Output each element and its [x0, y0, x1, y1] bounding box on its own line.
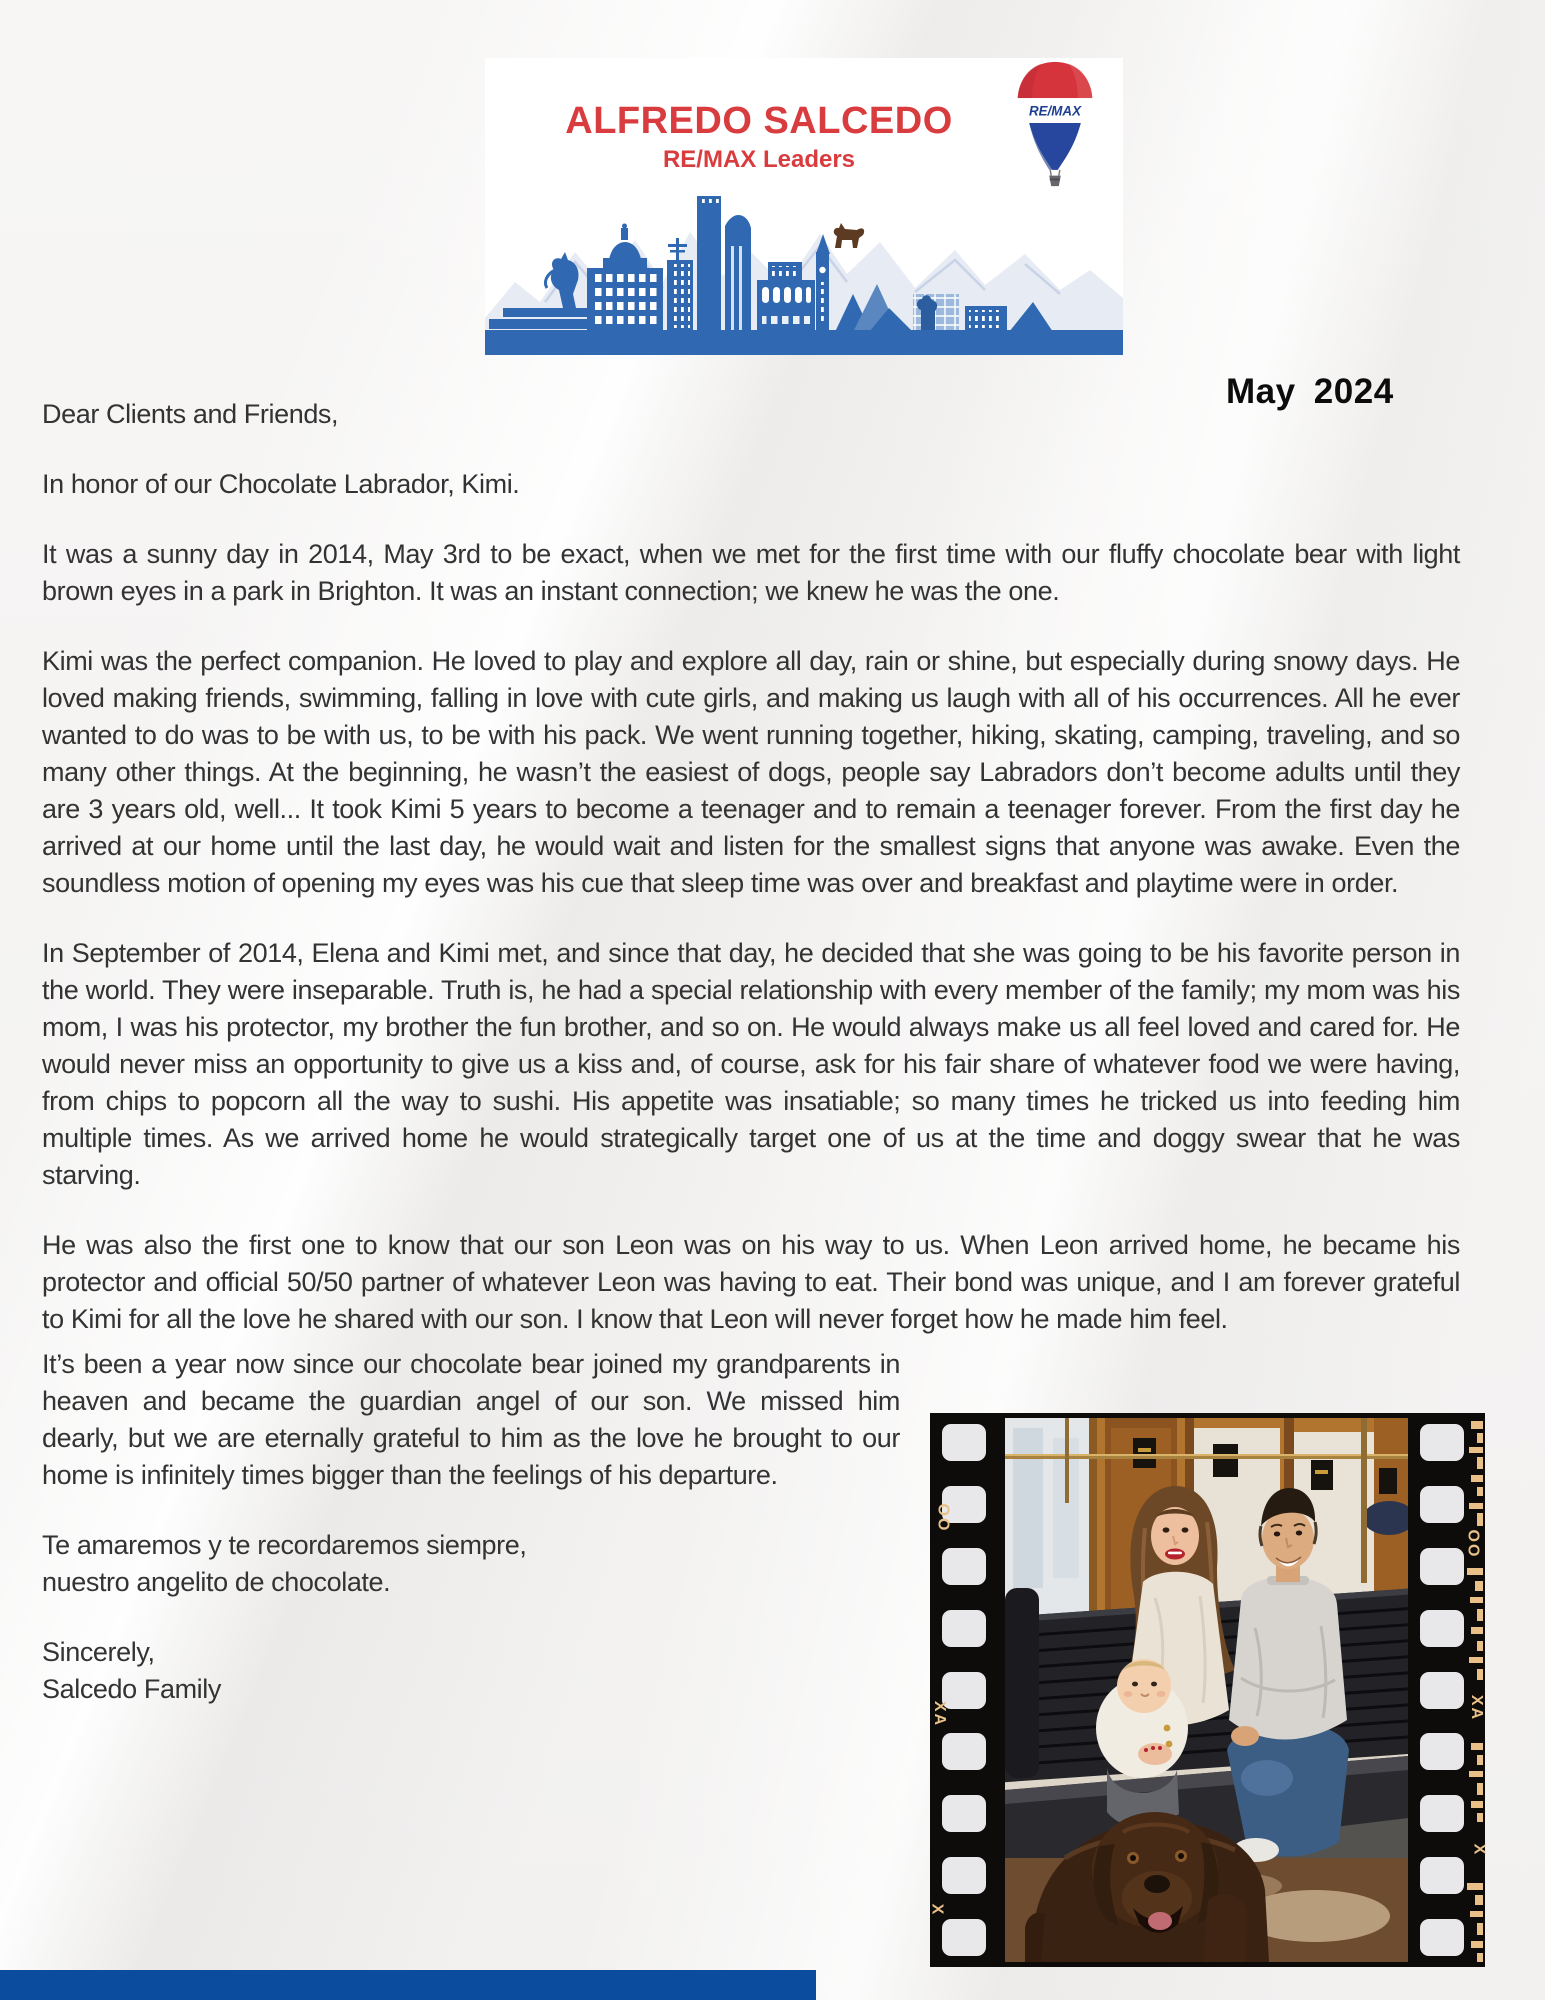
salutation: Dear Clients and Friends, [42, 399, 339, 429]
film-mark-right-x: X [1470, 1843, 1488, 1857]
closing: Sincerely, [42, 1637, 155, 1667]
paragraph-family: In September of 2014, Elena and Kimi met, and since that day, he decided that she was going to be his favorite person in the world. They were inseparable. Truth is, he had a special relationship with every member of the family; my mom was his mom, I was his protector, my brother the fun brother, and so on. He would always make us all feel loved and cared for. He would never miss an opportunity to give us a kiss and, of course, ask for his fair share of whatever food we were having, from chips to popcorn all the way to sushi. His appetite was insatiable; so many times he tricked us into feeding him multiple times. As we arrived home he would strategically target one of us at the time and doggy swear that he was starving. [42, 938, 1460, 1190]
film-edge-code-icon [1465, 1413, 1485, 1967]
family-photo-filmstrip [928, 1413, 1488, 1967]
sprocket-hole [942, 1672, 986, 1709]
remax-balloon-icon [1007, 58, 1103, 190]
sprocket-hole [942, 1795, 986, 1832]
balloon-text: RE/MAX [1028, 103, 1082, 119]
agent-name: ALFREDO SALCEDO [565, 100, 953, 142]
header-logo-box [485, 58, 1123, 355]
sprocket-hole [942, 1610, 986, 1647]
sprocket-hole [1420, 1548, 1464, 1585]
sprocket-hole [1420, 1795, 1464, 1832]
paragraph-goodbye: It’s been a year now since our chocolate bear joined my grandparents in heaven and became the guardian angel of our son. We missed him dearly, but we are eternally grateful to him as the love he brought to our home is infinitely times bigger than the feelings of his departure. [42, 1349, 900, 1490]
farewell-line-1: Te amaremos y te recordaremos siempre, [42, 1530, 527, 1560]
sprocket-hole [1420, 1424, 1464, 1461]
sprocket-hole [942, 1919, 986, 1956]
sprocket-hole [942, 1548, 986, 1585]
agent-title-block [485, 100, 1033, 174]
film-mark-left-oo: OO [934, 1503, 952, 1533]
sprocket-hole [1420, 1610, 1464, 1647]
film-mark-right-oo: OO [1464, 1529, 1482, 1559]
footer-accent-bar [0, 1970, 816, 2000]
sprocket-hole [942, 1733, 986, 1770]
agent-subtitle: RE/MAX Leaders [662, 146, 856, 173]
film-mark-left-xa: XA [931, 1700, 949, 1728]
film-sprocket-holes-right [1420, 1424, 1464, 1956]
dog-silhouette-icon [834, 223, 864, 248]
paragraph-companion: Kimi was the perfect companion. He loved to play and explore all day, rain or shine, but especially during snowy days. He loved making friends, swimming, falling in love with cute girls, and making us laugh with all of his occurrences. All he ever wanted to do was to be with us, to be with his pack. We went running together, hiking, skating, camping, traveling, and so many other things. At the beginning, he wasn’t the easiest of dogs, people say Labradors don’t become adults until they are 3 years old, well... It took Kimi 5 years to become a teenager and to remain a teenager forever. From the first day he arrived at our home until the last day, he would wait and listen for the smallest signs that anyone was awake. Even the soundless motion of opening my eyes was his cue that sleep time was over and breakfast and playtime were in order. [42, 646, 1460, 898]
sprocket-hole [1420, 1672, 1464, 1709]
sprocket-hole [942, 1424, 986, 1461]
letter-date: May 2024 [1226, 372, 1394, 411]
family-photo-illustration [1005, 1418, 1408, 1962]
sprocket-hole [942, 1857, 986, 1894]
film-mark-left-x: X [928, 1903, 946, 1917]
denver-skyline-illustration [485, 190, 1123, 355]
sprocket-hole [1420, 1486, 1464, 1523]
paragraph-meeting: It was a sunny day in 2014, May 3rd to be exact, when we met for the first time with our fluffy chocolate bear with light brown eyes in a park in Brighton. It was an instant connection; we knew he was the one. [42, 539, 1460, 606]
intro-line: In honor of our Chocolate Labrador, Kimi. [42, 469, 520, 499]
farewell-line-2: nuestro angelito de chocolate. [42, 1567, 391, 1597]
paragraph-leon: He was also the first one to know that our son Leon was on his way to us. When Leon arrived home, he became his protector and official 50/50 partner of whatever Leon was having to eat. Their bond was unique, and I am forever grateful to Kimi for all the love he shared with our son. I know that Leon will never forget how he made him feel. [42, 1230, 1460, 1334]
signature: Salcedo Family [42, 1674, 221, 1704]
sprocket-hole [1420, 1733, 1464, 1770]
sprocket-hole [1420, 1857, 1464, 1894]
sprocket-hole [1420, 1919, 1464, 1956]
film-mark-right-xa: XA [1467, 1694, 1485, 1722]
